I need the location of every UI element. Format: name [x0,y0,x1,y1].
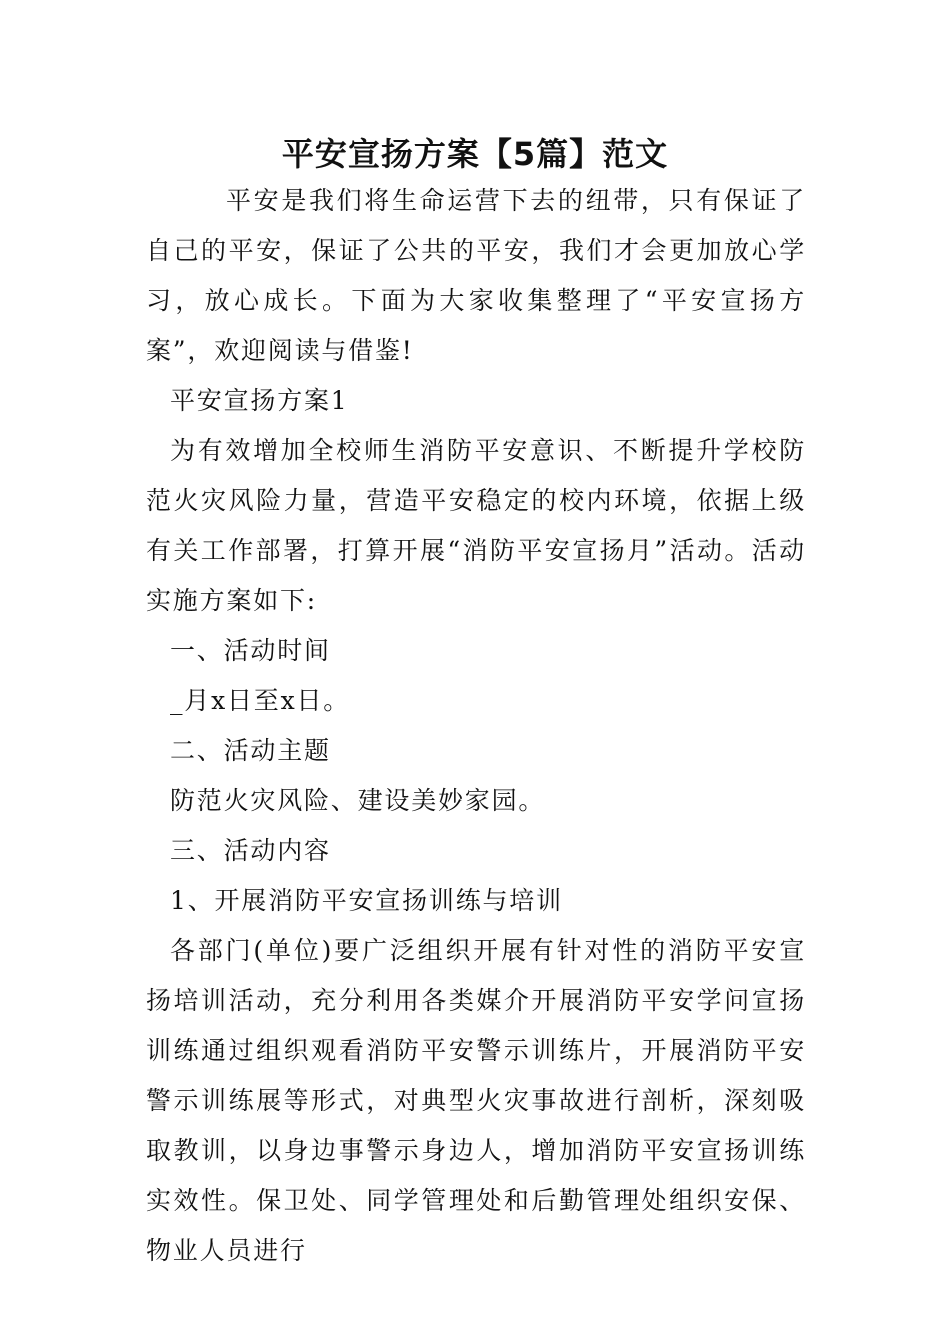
item3-sub1-paragraph: 各部门(单位)要广泛组织开展有针对性的消防平安宣扬培训活动，充分利用各类媒介开展消防平安学问宣扬训练通过组织观看消防平安警示训练片，开展消防平安警示训练展等形式，对典型火灾事故进行剖析，深刻吸取教训，以身边事警示身边人，增加消防平安宣扬训练实效性。保卫处、同学管理处和后勤管理处组织安保、物业人员进行 [146,936,806,1265]
item2-content: 防范火灾风险、建设美妙家园。 [170,786,546,815]
item3-heading: 三、活动内容 [170,836,331,865]
item2-heading: 二、活动主题 [170,736,331,765]
purpose-paragraph: 为有效增加全校师生消防平安意识、不断提升学校防范火灾风险力量，营造平安稳定的校内环境，依据上级有关工作部署，打算开展“消防平安宣扬月”活动。活动实施方案如下: [146,436,806,615]
item3-sub1-heading: 1、开展消防平安宣扬训练与培训 [170,886,563,915]
item1-content: _月x日至x日。 [170,686,351,715]
section-heading: 平安宣扬方案1 [170,386,349,415]
document-title: 平安宣扬方案【5篇】范文 [281,135,669,173]
intro-paragraph: 平安是我们将生命运营下去的纽带，只有保证了自己的平安，保证了公共的平安，我们才会更加放心学习，放心成长。下面为大家收集整理了“平安宣扬方案”，欢迎阅读与借鉴! [146,186,806,365]
item1-heading: 一、活动时间 [170,636,331,665]
